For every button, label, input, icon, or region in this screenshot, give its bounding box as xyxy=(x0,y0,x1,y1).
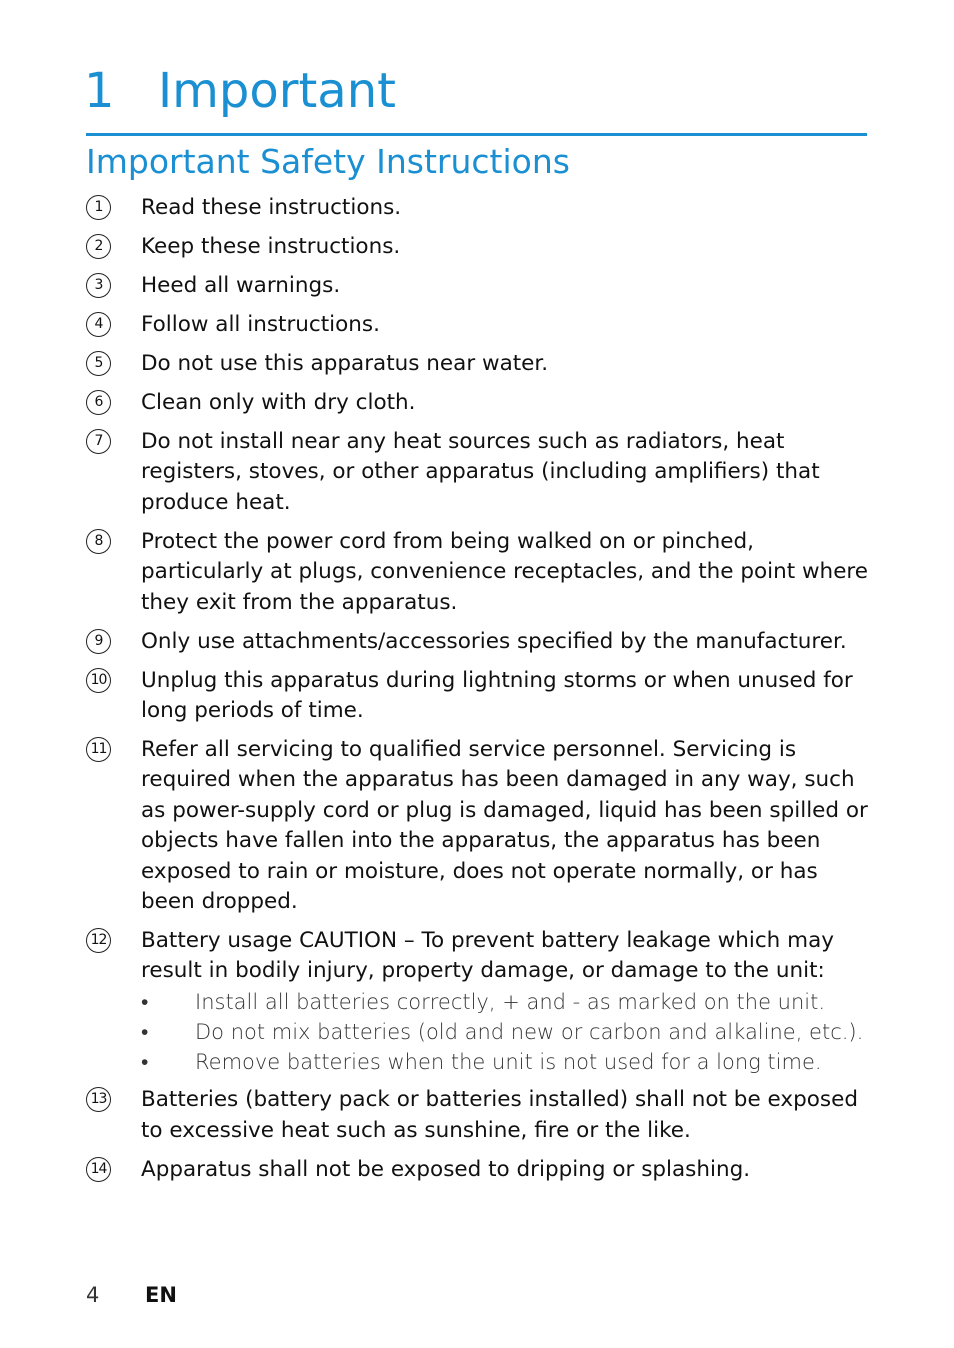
battery-bullet-list xyxy=(141,987,871,1077)
bullet-text: Remove batteries when the unit is not used for a long time. xyxy=(195,1049,822,1074)
safety-instructions-list xyxy=(86,193,871,1194)
heading-rule xyxy=(86,133,867,136)
bullet-item xyxy=(141,987,871,1017)
item-text: Follow all instructions. xyxy=(141,312,380,337)
page-footer xyxy=(86,1280,177,1310)
item-number-badge: 11 xyxy=(86,737,111,762)
item-text: Battery usage CAUTION – To prevent battery leakage which may result in bodily injury, property damage, or damage to the unit: xyxy=(141,928,834,984)
list-item xyxy=(86,627,871,657)
item-text: Apparatus shall not be exposed to dripping or splashing. xyxy=(141,1156,751,1182)
item-text: Unplug this apparatus during lightning storms or when unused for long periods of time. xyxy=(141,667,853,724)
list-item xyxy=(86,193,871,223)
item-number-badge: 14 xyxy=(86,1157,111,1182)
list-item xyxy=(86,427,871,518)
item-number-badge: 10 xyxy=(86,668,111,693)
list-item xyxy=(86,926,871,1077)
bullet-text: Do not mix batteries (old and new or carbon and alkaline, etc.). xyxy=(195,1019,864,1044)
item-number-badge: 6 xyxy=(86,390,111,415)
item-number-badge: 1 xyxy=(86,195,111,220)
list-item xyxy=(86,271,871,301)
item-text: Do not use this apparatus near water. xyxy=(141,351,549,376)
list-item xyxy=(86,1085,871,1146)
item-number-badge: 8 xyxy=(86,529,111,554)
item-number-badge: 4 xyxy=(86,312,111,337)
bullet-item xyxy=(141,1047,871,1077)
bullet-text: Install all batteries correctly, + and - as marked on the unit. xyxy=(195,989,826,1014)
item-text: Keep these instructions. xyxy=(141,234,401,259)
list-item xyxy=(86,666,871,727)
item-number-badge: 13 xyxy=(86,1087,111,1112)
chapter-title: Important xyxy=(158,63,396,119)
bullet-item xyxy=(141,1017,871,1047)
chapter-heading xyxy=(84,58,396,124)
list-item xyxy=(86,388,871,418)
bullet-icon: • xyxy=(141,989,149,1014)
item-text: Protect the power cord from being walked on or pinched, particularly at plugs, convenience receptacles, and the point where they exit from the apparatus. xyxy=(141,528,869,615)
bullet-icon: • xyxy=(141,1019,149,1044)
item-text: Refer all servicing to qualified service personnel. Servicing is required when the apparatus has been damaged in any way, such as power-supply cord or plug is damaged, liquid has been spilled or objects have fallen into the apparatus, the apparatus has been exposed to rain or moisture, does not operate normally, or has been dropped. xyxy=(141,737,868,915)
item-text: Clean only with dry cloth. xyxy=(141,390,416,415)
item-text: Do not install near any heat sources such as radiators, heat registers, stoves, or other apparatus (including amplifiers) that produce heat. xyxy=(141,429,820,515)
item-number-badge: 3 xyxy=(86,273,111,298)
list-item xyxy=(86,310,871,340)
item-text: Only use attachments/accessories specified by the manufacturer. xyxy=(141,628,847,654)
item-number-badge: 5 xyxy=(86,351,111,376)
list-item xyxy=(86,527,871,618)
chapter-number: 1 xyxy=(84,63,115,119)
page-number: 4 xyxy=(86,1283,100,1307)
item-number-badge: 12 xyxy=(86,928,111,953)
list-item xyxy=(86,735,871,917)
language-code: EN xyxy=(145,1283,177,1307)
list-item xyxy=(86,232,871,262)
list-item xyxy=(86,1155,871,1185)
item-text: Heed all warnings. xyxy=(141,273,341,298)
item-text: Read these instructions. xyxy=(141,195,402,220)
item-number-badge: 2 xyxy=(86,234,111,259)
bullet-icon: • xyxy=(141,1049,149,1074)
section-title: Important Safety Instructions xyxy=(86,142,570,181)
list-item xyxy=(86,349,871,379)
item-number-badge: 7 xyxy=(86,429,111,454)
item-text: Batteries (battery pack or batteries installed) shall not be exposed to excessive heat such as sunshine, fire or the like. xyxy=(141,1087,858,1143)
item-number-badge: 9 xyxy=(86,629,111,654)
